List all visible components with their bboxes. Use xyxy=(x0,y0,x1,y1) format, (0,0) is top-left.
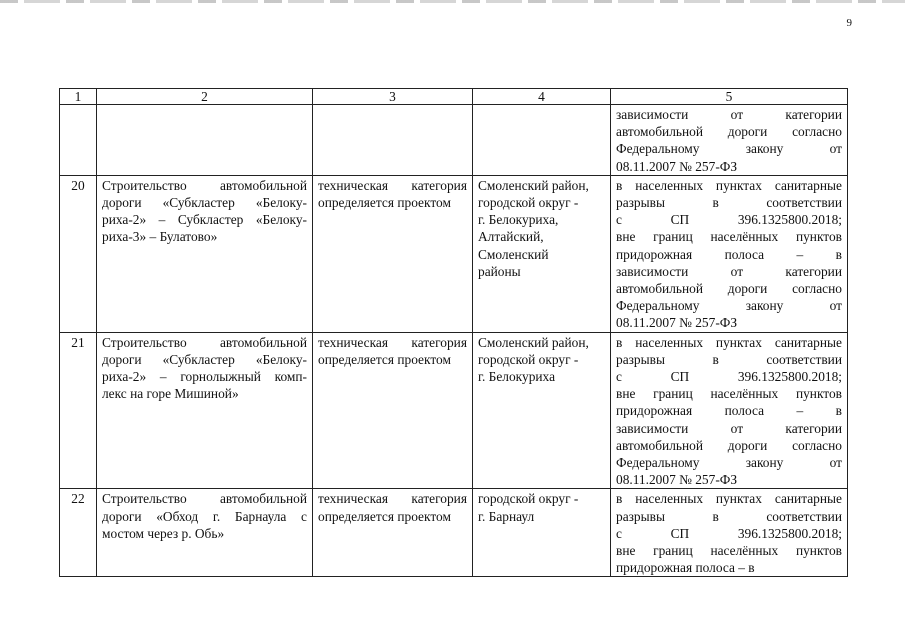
cell-text-line: дороги «Обход г. Барнаула с xyxy=(102,508,307,524)
cell-location xyxy=(473,105,611,176)
cell-characteristics xyxy=(313,175,473,332)
cell-text-line: дороги «Субкластер «Белоку- xyxy=(102,195,307,211)
cell-text-line: автомобильной дороги согласно xyxy=(616,281,842,297)
cell-text-line: дороги «Субкластер «Белоку- xyxy=(102,351,307,367)
cell-zone xyxy=(611,489,848,577)
cell-object xyxy=(97,489,313,577)
cell-text-line: Федеральному закону от xyxy=(616,141,842,157)
cell-text-line: риха-3» – Булатово» xyxy=(102,229,218,245)
document-table xyxy=(59,88,848,577)
cell-object xyxy=(97,175,313,332)
cell-text-line: вне границ населённых пунктов xyxy=(616,229,842,245)
cell-text-line: г. Белокуриха xyxy=(478,369,556,385)
header-col-5: 5 xyxy=(611,89,848,105)
header-col-3: 3 xyxy=(313,89,473,105)
cell-text-line: с СП 396.1325800.2018; xyxy=(616,212,842,228)
cell-text-line: Строительство автомобильной xyxy=(102,334,307,350)
cell-zone xyxy=(611,332,848,489)
cell-text-line: техническая категория xyxy=(318,177,467,193)
cell-text-line: городской округ - xyxy=(478,491,579,507)
cell-object xyxy=(97,332,313,489)
cell-text-line: в населенных пунктах санитарные xyxy=(616,491,842,507)
cell-text-line: Строительство автомобильной xyxy=(102,491,307,507)
cell-num xyxy=(60,105,97,176)
cell-text-line: Федеральному закону от xyxy=(616,298,842,314)
cell-text-line: определяется проектом xyxy=(318,195,451,211)
cell-text-line: городской округ - xyxy=(478,351,579,367)
cell-text-line: мостом через р. Обь» xyxy=(102,525,225,541)
cell-text-line: 08.11.2007 № 257-ФЗ xyxy=(616,315,738,331)
header-col-4: 4 xyxy=(473,89,611,105)
cell-text-line: Смоленский район, xyxy=(478,334,589,350)
cell-text-line: 08.11.2007 № 257-ФЗ xyxy=(616,158,738,174)
cell-text-line: городской округ - xyxy=(478,195,579,211)
table-row xyxy=(60,332,848,489)
cell-location xyxy=(473,332,611,489)
cell-text-line: автомобильной дороги согласно xyxy=(616,124,842,140)
cell-text-line: с СП 396.1325800.2018; xyxy=(616,369,842,385)
cell-text-line: придорожная полоса – в xyxy=(616,560,755,576)
cell-characteristics xyxy=(313,332,473,489)
cell-text-line: зависимости от категории xyxy=(616,107,842,122)
cell-text-line: придорожная полоса – в xyxy=(616,246,842,262)
cell-text-line: в населенных пунктах санитарные xyxy=(616,334,842,350)
cell-text-line: разрывы в соответствии xyxy=(616,351,842,367)
cell-text-line: придорожная полоса – в xyxy=(616,403,842,419)
table-header-row xyxy=(60,89,848,105)
cell-text-line: Смоленский район, xyxy=(478,177,589,193)
cell-object xyxy=(97,105,313,176)
cell-characteristics xyxy=(313,489,473,577)
cell-num: 20 xyxy=(60,175,97,332)
header-col-2: 2 xyxy=(97,89,313,105)
scan-artifact-line xyxy=(0,0,905,3)
cell-text-line: районы xyxy=(478,263,521,279)
cell-zone xyxy=(611,105,848,176)
cell-text-line: в населенных пунктах санитарные xyxy=(616,177,842,193)
page-number: 9 xyxy=(846,17,852,29)
cell-text-line: определяется проектом xyxy=(318,508,451,524)
cell-text-line: лекс на горе Мишиной» xyxy=(102,386,239,402)
cell-text-line: разрывы в соответствии xyxy=(616,195,842,211)
cell-text-line: определяется проектом xyxy=(318,351,451,367)
cell-text-line: Федеральному закону от xyxy=(616,455,842,471)
cell-num: 22 xyxy=(60,489,97,577)
cell-text-line: Смоленский xyxy=(478,246,549,262)
cell-text-line: вне границ населённых пунктов xyxy=(616,543,842,559)
table-row xyxy=(60,489,848,577)
cell-text-line: зависимости от категории xyxy=(616,420,842,436)
cell-text-line: Строительство автомобильной xyxy=(102,177,307,193)
cell-text-line: зависимости от категории xyxy=(616,263,842,279)
cell-text-line: риха-2» – Субкластер «Белоку- xyxy=(102,212,307,228)
cell-text-line: риха-2» – горнолыжный комп- xyxy=(102,369,307,385)
cell-text-line: 08.11.2007 № 257-ФЗ xyxy=(616,472,738,488)
cell-characteristics xyxy=(313,105,473,176)
table-row-continuation xyxy=(60,105,848,176)
cell-zone xyxy=(611,175,848,332)
cell-text-line: техническая категория xyxy=(318,334,467,350)
cell-text-line: разрывы в соответствии xyxy=(616,508,842,524)
cell-text-line: г. Белокуриха, xyxy=(478,212,559,228)
cell-text-line: вне границ населённых пунктов xyxy=(616,386,842,402)
cell-num: 21 xyxy=(60,332,97,489)
cell-text-line: Алтайский, xyxy=(478,229,544,245)
cell-location xyxy=(473,175,611,332)
cell-location xyxy=(473,489,611,577)
cell-text-line: автомобильной дороги согласно xyxy=(616,437,842,453)
header-col-1: 1 xyxy=(60,89,97,105)
cell-text-line: техническая категория xyxy=(318,491,467,507)
cell-text-line: г. Барнаул xyxy=(478,508,535,524)
cell-text-line: с СП 396.1325800.2018; xyxy=(616,525,842,541)
table-row xyxy=(60,175,848,332)
